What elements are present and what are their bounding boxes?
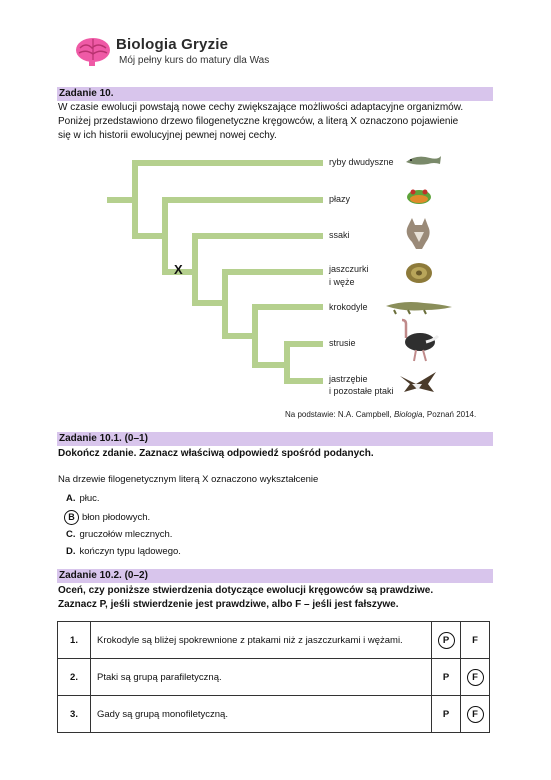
statement: Ptaki są grupą parafiletyczną. (91, 659, 432, 696)
true-false-table (57, 621, 490, 733)
option-c[interactable] (66, 529, 172, 540)
snake-icon (403, 260, 435, 286)
label-snakes: i węże (329, 277, 355, 287)
task-10-text-line-2: Poniżej przedstawiono drzewo filogenetyczne kręgowców, a literą X oznaczono pojawienie (58, 116, 459, 127)
option-d-letter: D. (66, 546, 76, 557)
option-a[interactable] (66, 493, 100, 504)
option-b-text: błon płodowych. (82, 512, 151, 523)
task-10-2-bar (57, 569, 493, 583)
option-d-text: kończyn typu lądowego. (79, 546, 181, 557)
task-10-2-instruction-1: Oceń, czy poniższe stwierdzenia dotyczące ewolucji kręgowców są prawdziwe. (58, 585, 434, 596)
brand-subtitle: Mój pełny kurs do matury dla Was (119, 55, 270, 66)
crocodile-icon (384, 296, 454, 316)
answer-p-circled: P (438, 632, 455, 649)
wolf-icon (400, 216, 438, 250)
task-10-1-title: Zadanie 10.1. (0–1) (59, 433, 148, 444)
label-mammals: ssaki (329, 230, 350, 240)
row-number: 2. (58, 659, 91, 696)
table-row (58, 659, 490, 696)
answer-p-cell[interactable] (432, 622, 461, 659)
frog-icon (403, 186, 435, 208)
option-b-circled-letter: B (64, 510, 79, 525)
table-row (58, 696, 490, 733)
answer-p: P (442, 708, 450, 720)
answer-f: F (472, 634, 478, 646)
row-number: 3. (58, 696, 91, 733)
table-row (58, 622, 490, 659)
task-10-text-line-3: się w ich historii ewolucyjnej pewnej nowej cechy. (58, 130, 277, 141)
source-suffix: , Poznań 2014. (422, 410, 477, 419)
task-10-text-line-1: W czasie ewolucji powstają nowe cechy zwiększające możliwości adaptacyjne organizmów. (58, 102, 464, 113)
answer-p: P (442, 671, 450, 683)
label-lizards: jaszczurki (329, 264, 369, 274)
task-10-2-title: Zadanie 10.2. (0–2) (59, 570, 148, 581)
answer-f-circled: F (467, 669, 484, 686)
task-10-1-instruction: Dokończ zdanie. Zaznacz właściwą odpowiedź spośród podanych. (58, 448, 374, 459)
answer-f-cell[interactable] (461, 622, 490, 659)
task-10-1-bar (57, 432, 493, 446)
hawk-icon (398, 370, 438, 396)
option-d[interactable] (66, 546, 181, 557)
statement: Gady są grupą monofiletyczną. (91, 696, 432, 733)
answer-p-cell[interactable] (432, 659, 461, 696)
answer-f-circled: F (467, 706, 484, 723)
label-hawks: jastrzębie (329, 374, 368, 384)
option-a-letter: A. (66, 493, 76, 504)
brand-title: Biologia Gryzie (116, 36, 229, 53)
tree-marker-x: X (174, 262, 183, 277)
label-other-birds: i pozostałe ptaki (329, 386, 394, 396)
answer-f-cell[interactable] (461, 696, 490, 733)
source-book-title: Biologia (393, 410, 423, 419)
label-amphibians: płazy (329, 194, 351, 204)
source-prefix: Na podstawie: N.A. Campbell, (285, 410, 394, 419)
statement: Krokodyle są bliżej spokrewnione z ptakami niż z jaszczurkami i wężami. (91, 622, 432, 659)
ostrich-icon (396, 318, 440, 362)
phylogenetic-tree (100, 150, 330, 395)
label-ostriches: strusie (329, 338, 356, 348)
task-10-title: Zadanie 10. (59, 88, 114, 99)
answer-f-cell[interactable] (461, 659, 490, 696)
answer-p-cell[interactable] (432, 696, 461, 733)
task-10-1-question: Na drzewie filogenetycznym literą X oznaczono wykształcenie (58, 474, 319, 485)
option-c-text: gruczołów mlecznych. (79, 529, 173, 540)
task-10-bar (57, 87, 493, 101)
option-b-selected[interactable] (66, 510, 150, 525)
option-c-letter: C. (66, 529, 76, 540)
task-10-2-instruction-2: Zaznacz P, jeśli stwierdzenie jest prawdziwe, albo F – jeśli jest fałszywe. (58, 599, 399, 610)
lungfish-icon (404, 150, 442, 170)
brain-logo-icon (74, 36, 112, 68)
label-lungfish: ryby dwudyszne (329, 157, 394, 167)
source-citation (285, 410, 476, 419)
label-crocodiles: krokodyle (329, 302, 368, 312)
option-a-text: płuc. (79, 493, 100, 504)
row-number: 1. (58, 622, 91, 659)
